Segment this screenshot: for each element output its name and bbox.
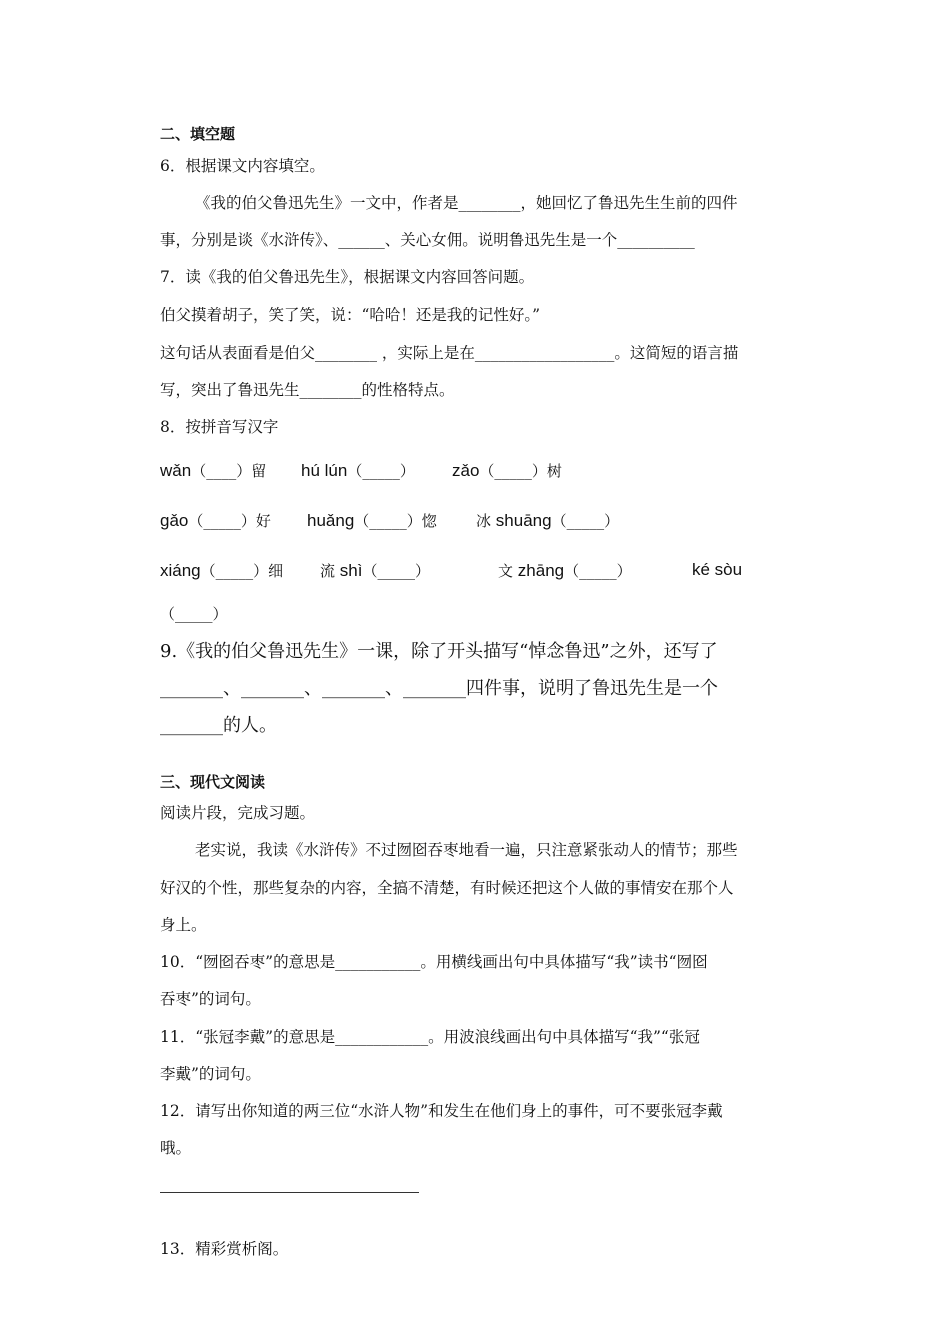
section2-title: 二、填空题	[160, 125, 236, 143]
passage-line: 老实说，我读《水浒传》不过囫囵吞枣地看一遍，只注意紧张动人的情节；那些	[195, 841, 738, 859]
pinyin-item: （_____）	[160, 605, 228, 623]
pinyin-item: huǎng（_____）惚	[307, 511, 437, 530]
q10-line: 10．“囫囵吞枣”的意思是___________。用横线画出句中具体描写“我”读书“囫囵	[160, 953, 708, 971]
q9-line1: 9.《我的伯父鲁迅先生》一课，除了开头描写“悼念鲁迅”之外，还写了	[160, 641, 718, 662]
q6-stem: 6．根据课文内容填空。	[160, 157, 325, 175]
pinyin-item: hú lún（_____）	[301, 461, 415, 480]
pinyin-item: 流 shì（_____）	[320, 561, 430, 580]
section3-title: 三、现代文阅读	[160, 773, 266, 791]
q7-line1: 这句话从表面看是伯父________ ，实际上是在__________________。这简短的语言描	[160, 344, 739, 362]
passage-line: 身上。	[160, 916, 207, 934]
q9-line3: _______的人。	[160, 715, 277, 736]
answer-rule	[160, 1192, 419, 1193]
reading-intro: 阅读片段，完成习题。	[160, 804, 316, 822]
q12-line: 哦。	[160, 1139, 192, 1157]
pinyin-item: wǎn（____）留	[160, 461, 267, 480]
q7-line2: 写，突出了鲁迅先生________的性格特点。	[160, 381, 455, 399]
q7-stem: 7．读《我的伯父鲁迅先生》，根据课文内容回答问题。	[160, 268, 535, 286]
pinyin-item: 冰 shuāng（_____）	[476, 511, 620, 530]
q12-line: 12．请写出你知道的两三位“水浒人物”和发生在他们身上的事件，可不要张冠李戴	[160, 1102, 723, 1120]
q11-line: 11．“张冠李戴”的意思是____________。用波浪线画出句中具体描写“我”“张冠	[160, 1028, 700, 1046]
q8-stem: 8．按拼音写汉字	[160, 418, 279, 436]
q6-line2: 事，分别是谈《水浒传》、______、关心女佣。说明鲁迅先生是一个__________	[160, 231, 695, 249]
pinyin-item: zǎo（_____）树	[452, 461, 562, 480]
pinyin-item: ké sòu	[692, 560, 743, 579]
q13-stem: 13．精彩赏析阁。	[160, 1240, 289, 1258]
q9-line2: _______、_______、_______、_______四件事，说明了鲁迅先生是一个	[160, 678, 718, 699]
pinyin-item: gǎo（_____）好	[160, 511, 271, 530]
q10-line: 吞枣”的词句。	[160, 990, 261, 1008]
q6-line1: 《我的伯父鲁迅先生》一文中，作者是________，她回忆了鲁迅先生生前的四件	[195, 194, 738, 212]
q11-line: 李戴”的词句。	[160, 1065, 261, 1083]
pinyin-item: xiáng（_____）细	[160, 561, 284, 580]
q7-quote: 伯父摸着胡子，笑了笑，说：“哈哈！还是我的记性好。”	[160, 306, 541, 324]
pinyin-item: 文 zhāng（_____）	[498, 561, 632, 580]
passage-line: 好汉的个性，那些复杂的内容，全搞不清楚，有时候还把这个人做的事情安在那个人	[160, 879, 734, 897]
